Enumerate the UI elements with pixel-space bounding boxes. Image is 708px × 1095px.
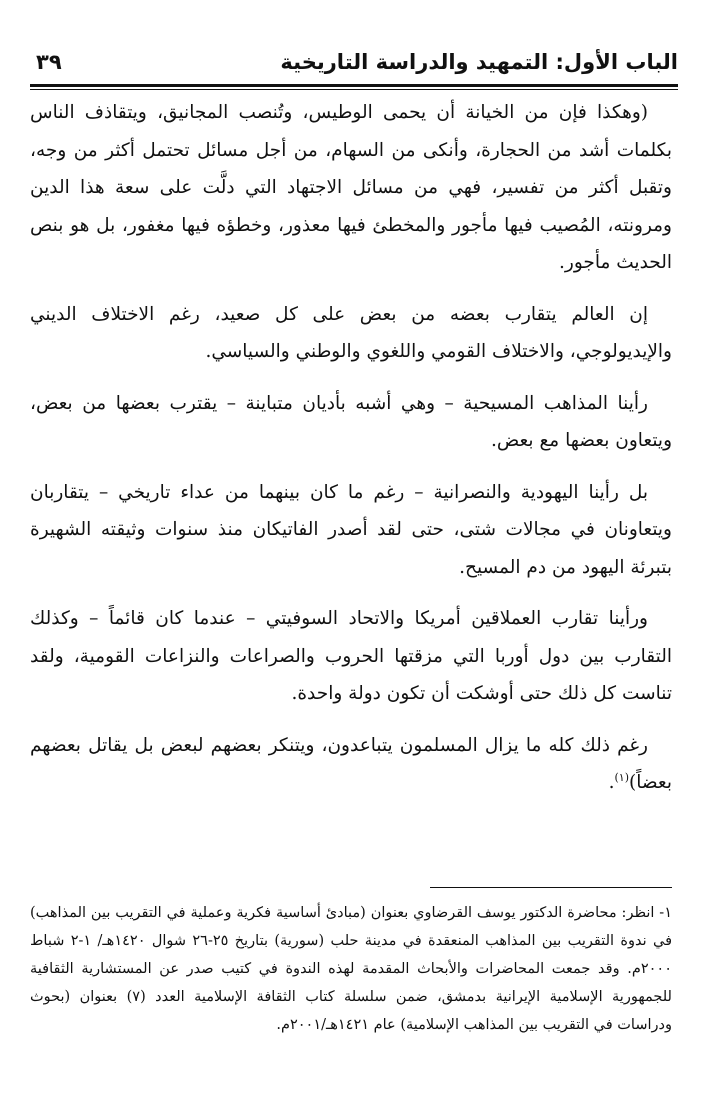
footnotes	[30, 899, 672, 1039]
body-text	[30, 94, 672, 816]
paragraph-6-text: رغم ذلك كله ما يزال المسلمون يتباعدون، ويتنكر بعضهم لبعض بل يقاتل بعضهم بعضاً)	[30, 734, 672, 793]
paragraph-4: بل رأينا اليهودية والنصرانية – رغم ما كان بينهما من عداء تاريخي – يتقاربان ويتعاونان في مجالات شتى، حتى لقد أصدر الفاتيكان منذ سنوات وثيقته الشهيرة بتبرئة اليهود من دم المسيح.	[30, 481, 672, 578]
footnote-1: ١- انظر: محاضرة الدكتور يوسف القرضاوي بعنوان (مبادئ أساسية فكرية وعملية في التقريب بين المذاهب) في ندوة التقريب بين المذاهب المنعقدة في مدينة حلب (سورية) بتاريخ ٢٥-٢٦ شوال ١٤٢٠هـ/ ١-٢ شباط ٢٠٠٠م. وقد جمعت المحاضرات والأبحاث المقدمة لهذه الندوة في كتيب صدر عن المستشارية الثقافية للجمهورية الإسلامية الإيرانية بدمشق، ضمن سلسلة كتاب الثقافة الإسلامية العدد (٧) بعنوان (بحوث ودراسات في التقريب بين المذاهب الإسلامية) عام ١٤٢١هـ/٢٠٠١م.	[30, 905, 672, 1033]
paragraph-5: ورأينا تقارب العملاقين أمريكا والاتحاد السوفيتي – عندما كان قائماً – وكذلك التقارب بين دول أوربا التي مزقتها الحروب والصراعات والنزاعات القومية، ولقد تناست كل ذلك حتى أوشكت أن تكون دولة واحدة.	[30, 608, 672, 704]
page-number: ٣٩	[36, 50, 62, 74]
footnote-separator	[430, 887, 672, 888]
paragraph-6-end: .	[608, 772, 615, 793]
header-rule-thick	[30, 84, 678, 87]
chapter-title: الباب الأول: التمهيد والدراسة التاريخية	[280, 50, 678, 74]
running-header	[30, 46, 678, 82]
header-rule-thin	[30, 89, 678, 90]
paragraph-1: (وهكذا فإن من الخيانة أن يحمى الوطيس، وتُنصب المجانيق، ويتقاذف الناس بكلمات أشد من الحجارة، وأنكى من السهام، من أجل مسائل تحتمل أكثر من وجه، وتقبل أكثر من تفسير، فهي من مسائل الاجتهاد التي دلَّت على سعة هذا الدين ومرونته، المُصيب فيها مأجور والمخطئ فيها معذور، وخطؤه فيها مغفور، بل هو بنص الحديث مأجور.	[30, 102, 672, 273]
footnote-reference: (١)	[614, 770, 630, 784]
paragraph-6	[30, 727, 672, 802]
paragraph-3: رأينا المذاهب المسيحية – وهي أشبه بأديان متباينة – يقترب بعضها من بعض، ويتعاون بعضها مع بعض.	[30, 392, 672, 451]
paragraph-2: إن العالم يتقارب بعضه من بعض على كل صعيد، رغم الاختلاف الديني والإيديولوجي، والاختلاف القومي واللغوي والوطني والسياسي.	[30, 303, 672, 362]
